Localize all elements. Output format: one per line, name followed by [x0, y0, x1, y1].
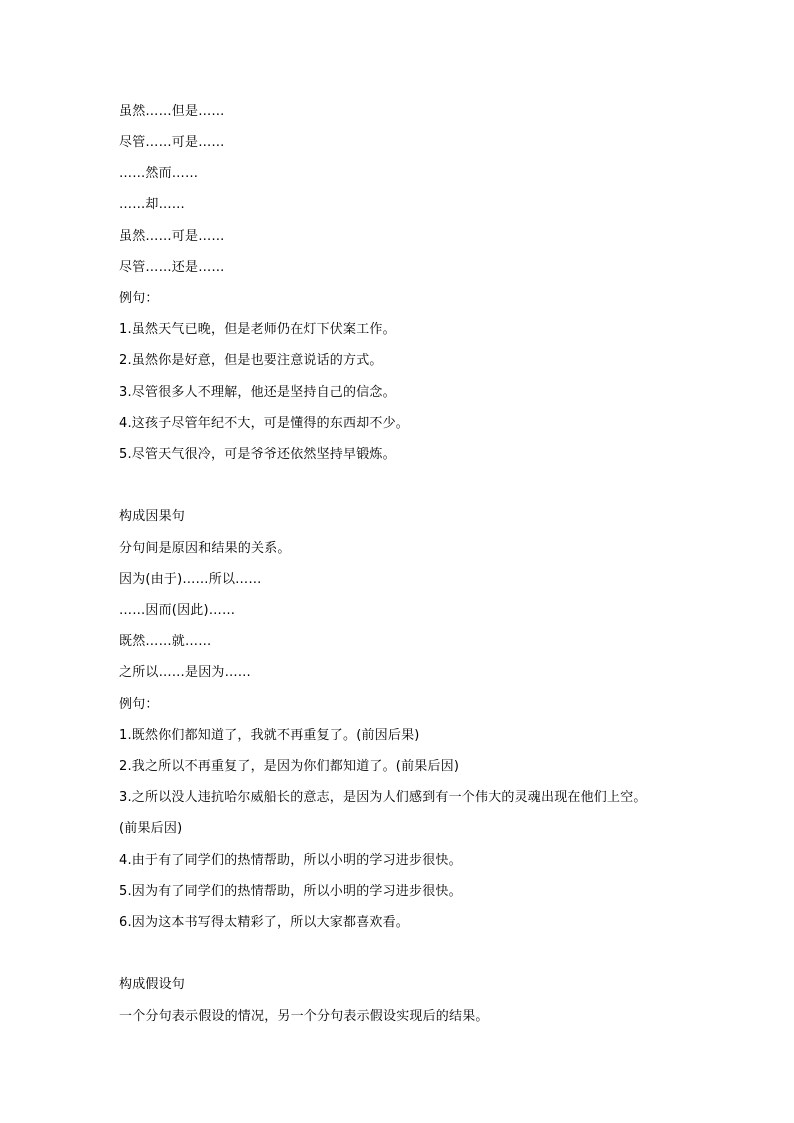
example-line: 1.既然你们都知道了，我就不再重复了。(前因后果) — [119, 728, 420, 743]
text-line: ……却…… — [119, 197, 185, 212]
example-line: 4.这孩子尽管年纪不大，可是懂得的东西却不少。 — [119, 416, 410, 431]
example-line: 2.虽然你是好意，但是也要注意说话的方式。 — [119, 353, 383, 368]
text-line: 虽然……但是…… — [119, 104, 225, 119]
text-line: 尽管……可是…… — [119, 135, 225, 150]
text-line: 因为(由于)……所以…… — [119, 572, 262, 587]
example-label: 例句： — [119, 697, 159, 712]
text-line: 尽管……还是…… — [119, 260, 225, 275]
text-line: 虽然……可是…… — [119, 229, 225, 244]
text-line: 一个分句表示假设的情况，另一个分句表示假设实现后的结果。 — [119, 1009, 489, 1024]
example-line: 3.尽管很多人不理解，他还是坚持自己的信念。 — [119, 385, 396, 400]
section-heading: 构成因果句 — [119, 509, 186, 524]
example-line: 5.因为有了同学们的热情帮助，所以小明的学习进步很快。 — [119, 884, 462, 899]
text-line: 之所以……是因为…… — [119, 665, 252, 680]
section-heading: 构成假设句 — [119, 977, 186, 992]
text-line: 既然……就…… — [119, 634, 212, 649]
text-line: ……因而(因此)…… — [119, 603, 236, 618]
text-line: ……然而…… — [119, 166, 199, 181]
example-line: 1.虽然天气已晚，但是老师仍在灯下伏案工作。 — [119, 322, 396, 337]
example-line: 4.由于有了同学们的热情帮助，所以小明的学习进步很快。 — [119, 853, 462, 868]
text-line: 分句间是原因和结果的关系。 — [119, 541, 291, 556]
example-line: 5.尽管天气很冷，可是爷爷还依然坚持早锻炼。 — [119, 447, 396, 462]
example-line-continued: (前果后因) — [119, 821, 183, 836]
example-line: 3.之所以没人违抗哈尔威船长的意志，是因为人们感到有一个伟大的灵魂出现在他们上空。 — [119, 790, 647, 805]
example-line: 6.因为这本书写得太精彩了，所以大家都喜欢看。 — [119, 915, 410, 930]
example-label: 例句： — [119, 291, 159, 306]
example-line: 2.我之所以不再重复了，是因为你们都知道了。(前果后因) — [119, 759, 460, 774]
